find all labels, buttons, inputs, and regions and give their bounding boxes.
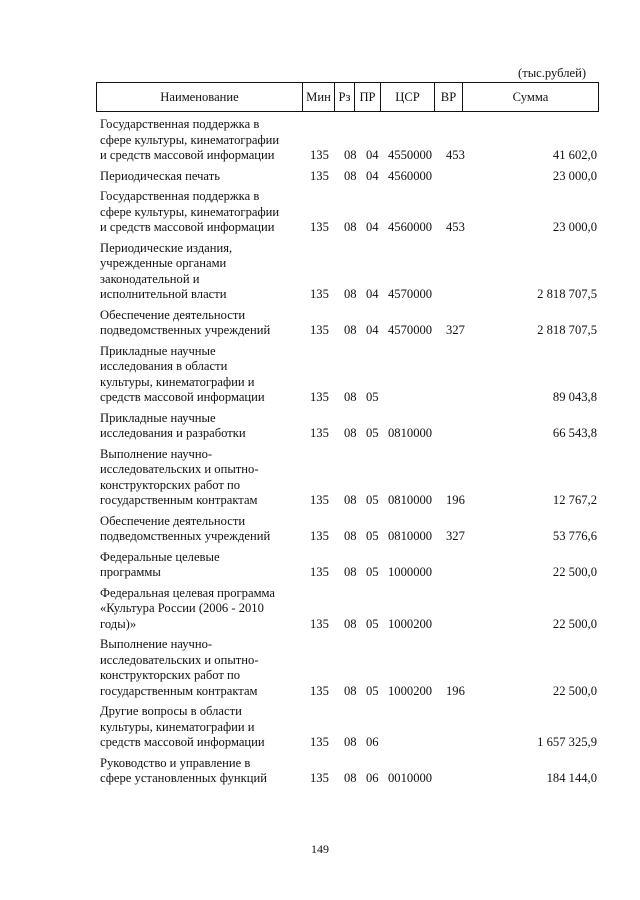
table-header — [96, 82, 599, 112]
column-header-csr: ЦСР — [381, 83, 435, 111]
cell-pr: 05 — [366, 565, 379, 579]
cell-rz: 08 — [344, 565, 357, 579]
cell-vr: 327 — [446, 323, 465, 337]
cell-name: Выполнение научно- исследовательских и опытно- конструкторских работ по государственным контрактам — [100, 446, 259, 507]
cell-name: Обеспечение деятельности подведомственных учреждений — [100, 307, 271, 337]
cell-pr: 06 — [366, 735, 379, 749]
column-header-rz: Рз — [335, 83, 355, 111]
cell-sum: 12 767,2 — [552, 493, 597, 507]
cell-vr: 327 — [446, 529, 465, 543]
table-row — [100, 241, 597, 303]
cell-sum: 23 000,0 — [552, 168, 597, 183]
table-row — [100, 447, 597, 509]
table-row — [100, 550, 597, 581]
cell-vr: 196 — [446, 493, 465, 507]
cell-min: 135 — [310, 168, 329, 183]
cell-pr: 04 — [366, 148, 379, 162]
cell-min: 135 — [310, 493, 329, 507]
cell-sum: 23 000,0 — [552, 220, 597, 234]
cell-min: 135 — [310, 323, 329, 337]
cell-sum: 22 500,0 — [552, 616, 597, 631]
cell-min: 135 — [310, 683, 329, 698]
cell-pr: 05 — [366, 616, 379, 631]
table-row — [100, 117, 597, 164]
cell-pr: 05 — [366, 390, 379, 404]
column-header-pr: ПР — [355, 83, 381, 111]
table-row — [100, 637, 597, 699]
cell-rz: 08 — [344, 426, 357, 440]
cell-vr: 453 — [446, 220, 465, 234]
cell-name: Государственная поддержка в сфере культуры, кинематографии и средств массовой информации — [100, 117, 280, 162]
cell-pr: 04 — [366, 220, 379, 234]
cell-csr: 0810000 — [388, 529, 433, 543]
cell-name: Федеральная целевая программа «Культура России (2006 - 2010 годы)» — [100, 585, 276, 631]
cell-name: Выполнение научно- исследовательских и опытно- конструкторских работ по государственным контрактам — [100, 637, 259, 698]
cell-csr: 1000200 — [388, 683, 433, 698]
table-row — [100, 308, 597, 339]
cell-name: Обеспечение деятельности подведомственных учреждений — [100, 513, 271, 543]
cell-name: Государственная поддержка в сфере культуры, кинематографии и средств массовой информации — [100, 189, 280, 234]
cell-csr: 4550000 — [388, 148, 433, 162]
table-row — [100, 411, 597, 442]
cell-rz: 08 — [344, 323, 357, 337]
cell-pr: 04 — [366, 323, 379, 337]
cell-rz: 08 — [344, 529, 357, 543]
cell-min: 135 — [310, 529, 329, 543]
cell-pr: 06 — [366, 771, 379, 785]
column-header-sum: Сумма — [512, 89, 549, 104]
cell-sum: 41 602,0 — [552, 148, 597, 162]
cell-rz: 08 — [344, 683, 357, 698]
cell-csr: 4560000 — [388, 220, 433, 234]
table-row — [100, 169, 597, 185]
table-row — [100, 586, 597, 633]
cell-min: 135 — [310, 390, 329, 404]
cell-vr: 453 — [446, 148, 465, 162]
cell-name: Прикладные научные исследования и разработки — [100, 410, 246, 440]
cell-pr: 05 — [366, 493, 379, 507]
cell-rz: 08 — [344, 493, 357, 507]
cell-pr: 04 — [366, 287, 379, 301]
cell-rz: 08 — [344, 148, 357, 162]
cell-min: 135 — [310, 220, 329, 234]
cell-pr: 05 — [366, 683, 379, 698]
table-body — [100, 117, 597, 792]
cell-sum: 2 818 707,5 — [537, 323, 597, 337]
table-row — [100, 344, 597, 406]
cell-min: 135 — [310, 565, 329, 579]
cell-min: 135 — [310, 735, 329, 749]
cell-rz: 08 — [344, 287, 357, 301]
table-row — [100, 514, 597, 545]
cell-rz: 08 — [344, 390, 357, 404]
cell-sum: 184 144,0 — [546, 771, 597, 785]
cell-min: 135 — [310, 616, 329, 631]
cell-min: 135 — [310, 426, 329, 440]
table-row — [100, 704, 597, 751]
page-number: 149 — [311, 842, 329, 856]
cell-csr: 4560000 — [388, 168, 433, 183]
cell-pr: 05 — [366, 426, 379, 440]
cell-rz: 08 — [344, 771, 357, 785]
cell-sum: 53 776,6 — [552, 529, 597, 543]
cell-rz: 08 — [344, 735, 357, 749]
cell-min: 135 — [310, 148, 329, 162]
cell-csr: 4570000 — [388, 287, 433, 301]
cell-pr: 04 — [366, 168, 379, 183]
column-header-vr: ВР — [435, 83, 463, 111]
cell-sum: 89 043,8 — [552, 390, 597, 404]
cell-name: Периодическая печать — [100, 168, 220, 183]
cell-csr: 1000200 — [388, 616, 433, 631]
cell-name: Периодические издания, учрежденные органами законодательной и исполнительной власти — [100, 240, 233, 301]
cell-name: Другие вопросы в области культуры, кинематографии и средств массовой информации — [100, 704, 265, 749]
cell-sum: 2 818 707,5 — [537, 287, 597, 301]
table-row — [100, 756, 597, 787]
column-header-min: Мин — [303, 83, 335, 111]
unit-label: (тыс.рублей) — [518, 66, 587, 80]
cell-csr: 1000000 — [388, 565, 433, 579]
cell-rz: 08 — [344, 616, 357, 631]
cell-name: Руководство и управление в сфере установленных функций — [100, 755, 267, 785]
cell-min: 135 — [310, 771, 329, 785]
cell-pr: 05 — [366, 529, 379, 543]
table-row — [100, 189, 597, 236]
cell-csr: 0810000 — [388, 493, 433, 507]
cell-sum: 22 500,0 — [552, 565, 597, 579]
cell-csr: 4570000 — [388, 323, 433, 337]
cell-csr: 0810000 — [388, 426, 433, 440]
cell-csr: 0010000 — [388, 771, 433, 785]
cell-rz: 08 — [344, 168, 357, 183]
cell-sum: 66 543,8 — [552, 426, 597, 440]
cell-min: 135 — [310, 287, 329, 301]
cell-name: Прикладные научные исследования в области культуры, кинематографии и средств массовой информации — [100, 343, 265, 404]
cell-vr: 196 — [446, 683, 465, 698]
cell-rz: 08 — [344, 220, 357, 234]
column-header-name: Наименование — [97, 83, 303, 111]
cell-sum: 1 657 325,9 — [537, 735, 597, 749]
cell-sum: 22 500,0 — [552, 683, 597, 698]
cell-name: Федеральные целевые программы — [100, 549, 220, 579]
